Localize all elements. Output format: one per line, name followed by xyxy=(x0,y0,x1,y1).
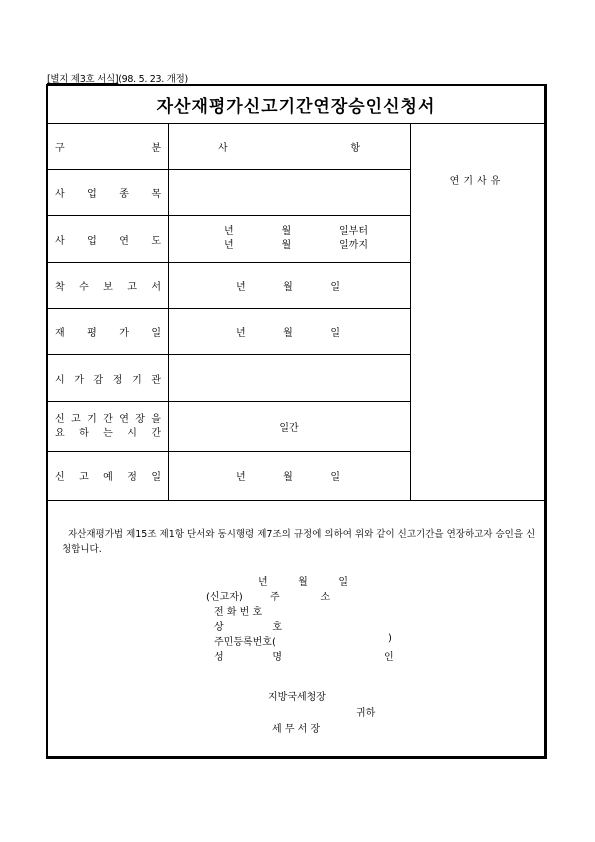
label-char: 시 xyxy=(127,427,137,439)
label-char: 고 xyxy=(71,413,81,425)
label-char: 소 xyxy=(320,592,330,603)
label-char: 상 xyxy=(214,622,224,633)
label-char: 정 xyxy=(112,374,123,386)
day-text: 일 xyxy=(330,282,340,293)
label-char: 관 xyxy=(151,374,161,386)
header-content-2: 항 xyxy=(350,143,360,154)
year-text: 년 xyxy=(236,282,246,293)
label-char: 하 xyxy=(79,427,89,439)
month-text: 월 xyxy=(283,472,293,483)
form-title: 자산재평가신고기간연장승인신청서 xyxy=(156,97,436,117)
id-number-close: ) xyxy=(388,633,392,644)
value-business-type[interactable] xyxy=(168,170,410,216)
label-char: 성 xyxy=(214,652,224,663)
label-char: 고 xyxy=(79,472,89,483)
header-category-1: 구 xyxy=(55,143,65,154)
label-planned-filing-date xyxy=(48,452,168,499)
label-char: 시 xyxy=(55,374,65,386)
label-char: 는 xyxy=(103,427,113,439)
label-char: 업 xyxy=(87,189,97,200)
label-char: 가 xyxy=(119,328,129,339)
id-number-label: 주민등록번호( xyxy=(214,637,276,648)
phone-label: 전 화 번 호 xyxy=(214,607,263,618)
label-business-type xyxy=(48,170,168,216)
year-text: 년 xyxy=(258,577,268,588)
value-planned-filing-date[interactable] xyxy=(168,452,410,499)
label-char: 간 xyxy=(151,427,161,439)
month-text: 월 xyxy=(281,226,292,237)
label-char: 신 xyxy=(55,413,65,425)
label-start-report xyxy=(48,263,168,309)
label-char: 도 xyxy=(151,235,161,247)
label-char: 을 xyxy=(151,413,161,425)
label-char: 정 xyxy=(127,472,137,483)
form-grid xyxy=(48,124,544,501)
header-content-1: 사 xyxy=(218,143,228,154)
label-char: 일 xyxy=(151,472,161,483)
applicant-label: (신고자) xyxy=(206,592,243,603)
label-business-year xyxy=(48,216,168,263)
label-char: 기 xyxy=(132,374,142,386)
name-label xyxy=(214,648,282,663)
form-number: [별지 제3호 서식] xyxy=(47,74,119,85)
day-to-text: 일까지 xyxy=(339,240,368,251)
label-column xyxy=(48,124,169,500)
label-char: 고 xyxy=(127,282,137,293)
label-char: 착 xyxy=(55,282,65,293)
title-row xyxy=(48,86,544,124)
label-char: 평 xyxy=(87,328,97,339)
label-char: 보 xyxy=(103,282,113,293)
signature-date xyxy=(258,573,348,588)
month-text: 월 xyxy=(283,328,293,339)
header-content xyxy=(168,124,410,170)
label-char: 사 xyxy=(55,189,65,200)
label-char: 사 xyxy=(55,235,65,247)
label-char: 가 xyxy=(74,374,84,386)
label-char: 연 xyxy=(119,413,129,425)
reason-label: 연기사유 xyxy=(449,175,505,187)
value-extension-time[interactable] xyxy=(168,402,410,452)
year-text: 년 xyxy=(224,240,234,251)
days-text: 일간 xyxy=(279,423,299,434)
day-text: 일 xyxy=(330,328,340,339)
company-label xyxy=(214,618,282,633)
recipient-tax-office: 세 무 서 장 xyxy=(272,724,321,735)
value-column xyxy=(168,124,411,500)
value-start-report[interactable] xyxy=(168,263,410,309)
label-char: 장 xyxy=(135,413,145,425)
form-revision: (98. 5. 23. 개정) xyxy=(118,74,188,85)
label-char: 업 xyxy=(87,235,97,247)
value-business-year[interactable] xyxy=(168,216,410,263)
month-text: 월 xyxy=(281,240,292,251)
label-char: 예 xyxy=(103,472,113,483)
label-char: 수 xyxy=(79,282,89,293)
day-text: 일 xyxy=(330,472,340,483)
label-extension-time xyxy=(48,402,168,452)
address-label xyxy=(270,588,330,603)
year-text: 년 xyxy=(224,226,234,237)
recipient-honorific: 귀하 xyxy=(356,708,376,719)
label-char: 주 xyxy=(270,592,280,603)
day-from-text: 일부터 xyxy=(339,226,368,237)
label-char: 재 xyxy=(55,328,65,339)
form-label xyxy=(47,71,188,85)
application-statement: 자산재평가법 제15조 제1항 단서와 동시행령 제7조의 규정에 의하여 위와 같이 신고기간을 연장하고자 승인을 신청합니다. xyxy=(62,529,536,555)
header-category xyxy=(48,124,168,170)
recipient-regional-office: 지방국세청장 xyxy=(268,692,326,703)
month-text: 월 xyxy=(283,282,293,293)
label-revaluation-date xyxy=(48,309,168,355)
label-char: 명 xyxy=(272,652,282,663)
label-char: 요 xyxy=(55,427,65,439)
label-char: 목 xyxy=(151,189,161,200)
label-char: 연 xyxy=(119,235,129,247)
seal-label: 인 xyxy=(384,652,394,663)
header-category-2: 분 xyxy=(151,143,161,154)
label-appraisal-agency xyxy=(48,355,168,402)
day-text: 일 xyxy=(338,577,348,588)
label-char: 서 xyxy=(151,282,161,293)
form-frame xyxy=(46,84,547,759)
value-revaluation-date[interactable] xyxy=(168,309,410,355)
month-text: 월 xyxy=(298,577,308,588)
label-char: 감 xyxy=(93,374,104,386)
label-char: 신 xyxy=(55,472,65,483)
label-char: 일 xyxy=(151,328,161,339)
year-text: 년 xyxy=(236,328,246,339)
label-char: 호 xyxy=(272,622,282,633)
year-text: 년 xyxy=(236,472,246,483)
label-char: 기 xyxy=(87,413,97,425)
label-char: 간 xyxy=(103,413,113,425)
label-char: 종 xyxy=(119,189,129,200)
value-appraisal-agency[interactable] xyxy=(168,355,410,402)
